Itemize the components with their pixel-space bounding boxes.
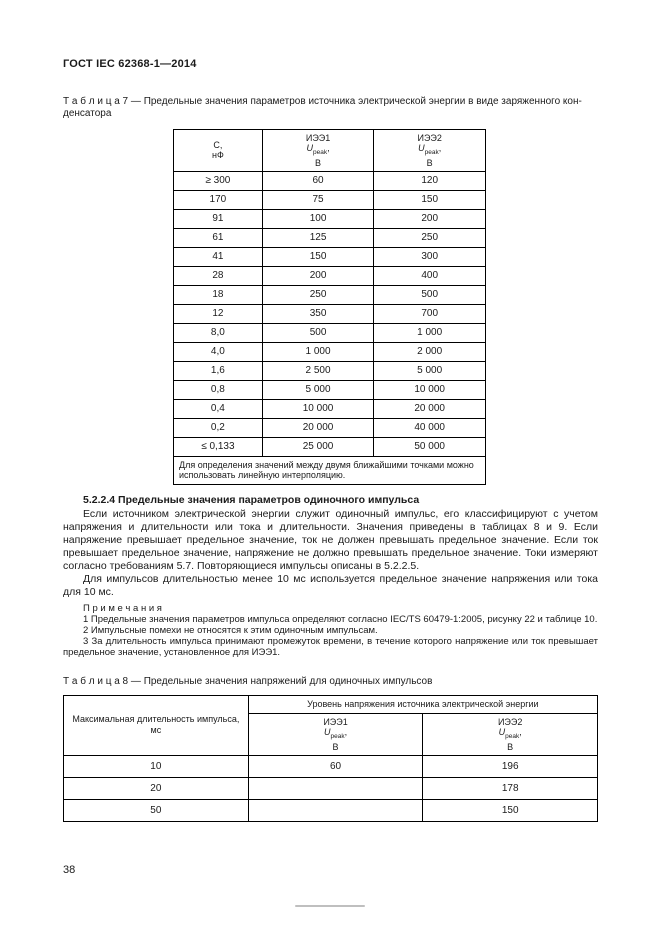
voltage-symbol — [323, 726, 348, 740]
table8-pulse-voltage-limits — [63, 695, 598, 822]
standard-number: ГОСТ IEC 62368-1—2014 — [63, 58, 197, 70]
table-cell: 0,4 — [174, 399, 263, 418]
table-cell: 50 000 — [374, 437, 486, 456]
table-cell — [248, 799, 423, 821]
table-cell: 196 — [423, 755, 598, 777]
table-row — [174, 304, 486, 323]
symbol-comma: , — [327, 143, 330, 153]
table-cell: 400 — [374, 266, 486, 285]
table8-caption-text: Предельные значения напряжений для одиночных импульсов — [143, 675, 433, 687]
paragraph-2: Для импульсов длительностью менее 10 мс используется предельное значение напряжения или тока для 10 мс. — [63, 572, 598, 598]
table-cell: 120 — [374, 171, 486, 190]
table7-col-iee1 — [262, 130, 374, 172]
table-cell: 700 — [374, 304, 486, 323]
table-cell: 50 — [64, 799, 249, 821]
symbol-subscript: peak — [312, 148, 328, 156]
col-unit: нФ — [211, 150, 224, 161]
table-cell: 61 — [174, 228, 263, 247]
table-cell: 1 000 — [374, 323, 486, 342]
col-title-line1: Максимальная длительность импульса, — [72, 714, 240, 725]
table8-span-header: Уровень напряжения источника электрической энергии — [248, 695, 597, 713]
table7-footnote: Для определения значений между двумя ближайшими точками можно использовать линейную интерполяцию. — [174, 456, 486, 484]
table7-header — [174, 130, 486, 172]
table-cell: 75 — [262, 190, 374, 209]
table7-caption-text-line1: Предельные значения параметров источника электрической энергии в виде заряженного кон- — [143, 96, 582, 107]
scan-artifact — [295, 905, 365, 907]
table-row — [174, 399, 486, 418]
table-cell: 20 000 — [374, 399, 486, 418]
table-header-row — [64, 695, 598, 713]
table-row — [174, 380, 486, 399]
table-cell: 12 — [174, 304, 263, 323]
symbol-subscript: peak — [330, 732, 345, 740]
paragraph-1: Если источником электрической энергии служит одиночный импульс, его классифицируют с учетом напряжения и длительности или тока и длительности. Значения приведены в таблицах 8 и 9. Если напряжение превышает предельное значение, ток не должен превышать предельное значение. Если ток превышает предельное значение, напряжение не должно превышать предельное значение. Токи измеряют согласно требованиям 5.7. Повторяющиеся импульсы описаны в 5.2.2.5. — [63, 507, 598, 572]
section-heading: 5.2.2.4 Предельные значения параметров одиночного импульса — [83, 493, 420, 506]
table-row — [174, 171, 486, 190]
col-title: ИЭЭ1 — [323, 716, 348, 727]
symbol-comma: , — [438, 143, 442, 153]
table-cell: 60 — [248, 755, 423, 777]
table-cell: ≥ 300 — [174, 171, 263, 190]
table-cell: 10 000 — [374, 380, 486, 399]
table-cell: 41 — [174, 247, 263, 266]
table-cell: 2 500 — [262, 361, 374, 380]
col-unit: В — [332, 741, 339, 752]
table8-caption — [63, 676, 598, 688]
table-cell: 150 — [374, 190, 486, 209]
table-cell: 10 000 — [262, 399, 374, 418]
table-cell: 178 — [423, 777, 598, 799]
table-header-row — [174, 130, 486, 172]
table-row — [64, 755, 598, 777]
table7-caption-text-line2: денсатора — [63, 108, 112, 119]
symbol-subscript: peak — [424, 148, 439, 156]
table-row — [174, 247, 486, 266]
table-cell: 18 — [174, 285, 263, 304]
table-cell: 100 — [262, 209, 374, 228]
voltage-symbol — [306, 143, 330, 156]
table-cell: 250 — [262, 285, 374, 304]
table-cell: 20 000 — [262, 418, 374, 437]
table-cell: 60 — [262, 171, 374, 190]
table7-col-iee2 — [374, 130, 486, 172]
table8-caption-label: Т а б л и ц а 8 — — [63, 675, 141, 687]
running-header — [63, 58, 598, 70]
table8-col-iee2 — [423, 713, 598, 755]
table-row — [174, 266, 486, 285]
note-item: 2 Импульсные помехи не относятся к этим одиночным импульсам. — [83, 624, 378, 636]
table-row — [174, 228, 486, 247]
table-cell: 350 — [262, 304, 374, 323]
notes-title: П р и м е ч а н и я — [83, 602, 162, 614]
table-cell: 28 — [174, 266, 263, 285]
col-title: ИЭЭ2 — [497, 716, 523, 727]
table-cell: 4,0 — [174, 342, 263, 361]
table8-header — [64, 695, 598, 755]
table7-caption — [63, 96, 598, 120]
col-unit: В — [315, 157, 322, 168]
table-cell: 150 — [423, 799, 598, 821]
section-5-2-2-4 — [63, 494, 598, 658]
page-number: 38 — [63, 864, 76, 876]
table-cell: 500 — [262, 323, 374, 342]
note-item: 3 За длительность импульса принимают промежуток времени, в течение которого напряжение или ток превышает предельное значение, установленное для ИЭЭ1. — [63, 635, 598, 658]
table-cell: 150 — [262, 247, 374, 266]
table-row — [174, 323, 486, 342]
table-cell: 500 — [374, 285, 486, 304]
table-footnote-row — [174, 456, 486, 484]
table-row — [174, 209, 486, 228]
symbol-u: U — [498, 726, 506, 737]
table-cell: 20 — [64, 777, 249, 799]
table-row — [174, 190, 486, 209]
note-item: 1 Предельные значения параметров импульса определяют согласно IEC/TS 60479-1:2005, рисунку 22 и таблице 10. — [83, 613, 598, 625]
table-cell: ≤ 0,133 — [174, 437, 263, 456]
symbol-subscript: peak — [505, 732, 520, 740]
symbol-u: U — [323, 726, 331, 737]
table7-body — [174, 171, 486, 456]
col-title: С, — [213, 140, 223, 151]
voltage-symbol — [418, 143, 442, 156]
table-cell: 0,2 — [174, 418, 263, 437]
table-cell: 0,8 — [174, 380, 263, 399]
table-cell — [248, 777, 423, 799]
col-unit: В — [426, 157, 433, 168]
col-unit: В — [507, 741, 514, 752]
table-row — [174, 285, 486, 304]
table-row — [174, 437, 486, 456]
table-cell: 1,6 — [174, 361, 263, 380]
table-row — [64, 799, 598, 821]
table8-col-duration — [64, 695, 249, 755]
table7-col-capacitance — [174, 130, 263, 172]
table7-capacitor-limits — [173, 129, 486, 485]
col-title: ИЭЭ2 — [417, 133, 442, 143]
table-cell: 91 — [174, 209, 263, 228]
table7-caption-label: Т а б л и ц а 7 — — [63, 96, 141, 107]
table-cell: 8,0 — [174, 323, 263, 342]
table-cell: 200 — [262, 266, 374, 285]
table-cell: 125 — [262, 228, 374, 247]
symbol-comma: , — [519, 726, 522, 737]
table-cell: 2 000 — [374, 342, 486, 361]
table7-footer — [174, 456, 486, 484]
table-cell: 25 000 — [262, 437, 374, 456]
col-title-line2: мс — [150, 725, 162, 736]
table-row — [64, 777, 598, 799]
table8-col-iee1 — [248, 713, 423, 755]
table-row — [174, 418, 486, 437]
table-cell: 5 000 — [262, 380, 374, 399]
table-cell: 200 — [374, 209, 486, 228]
table-cell: 40 000 — [374, 418, 486, 437]
table-row — [174, 361, 486, 380]
table-cell: 10 — [64, 755, 249, 777]
symbol-comma: , — [344, 726, 348, 737]
table-row — [174, 342, 486, 361]
symbol-u: U — [306, 143, 313, 153]
table-cell: 5 000 — [374, 361, 486, 380]
voltage-symbol — [498, 726, 522, 740]
col-title: ИЭЭ1 — [305, 133, 331, 143]
symbol-u: U — [418, 143, 425, 153]
table-cell: 1 000 — [262, 342, 374, 361]
table-cell: 300 — [374, 247, 486, 266]
table-cell: 170 — [174, 190, 263, 209]
table-cell: 250 — [374, 228, 486, 247]
table8-body — [64, 755, 598, 821]
